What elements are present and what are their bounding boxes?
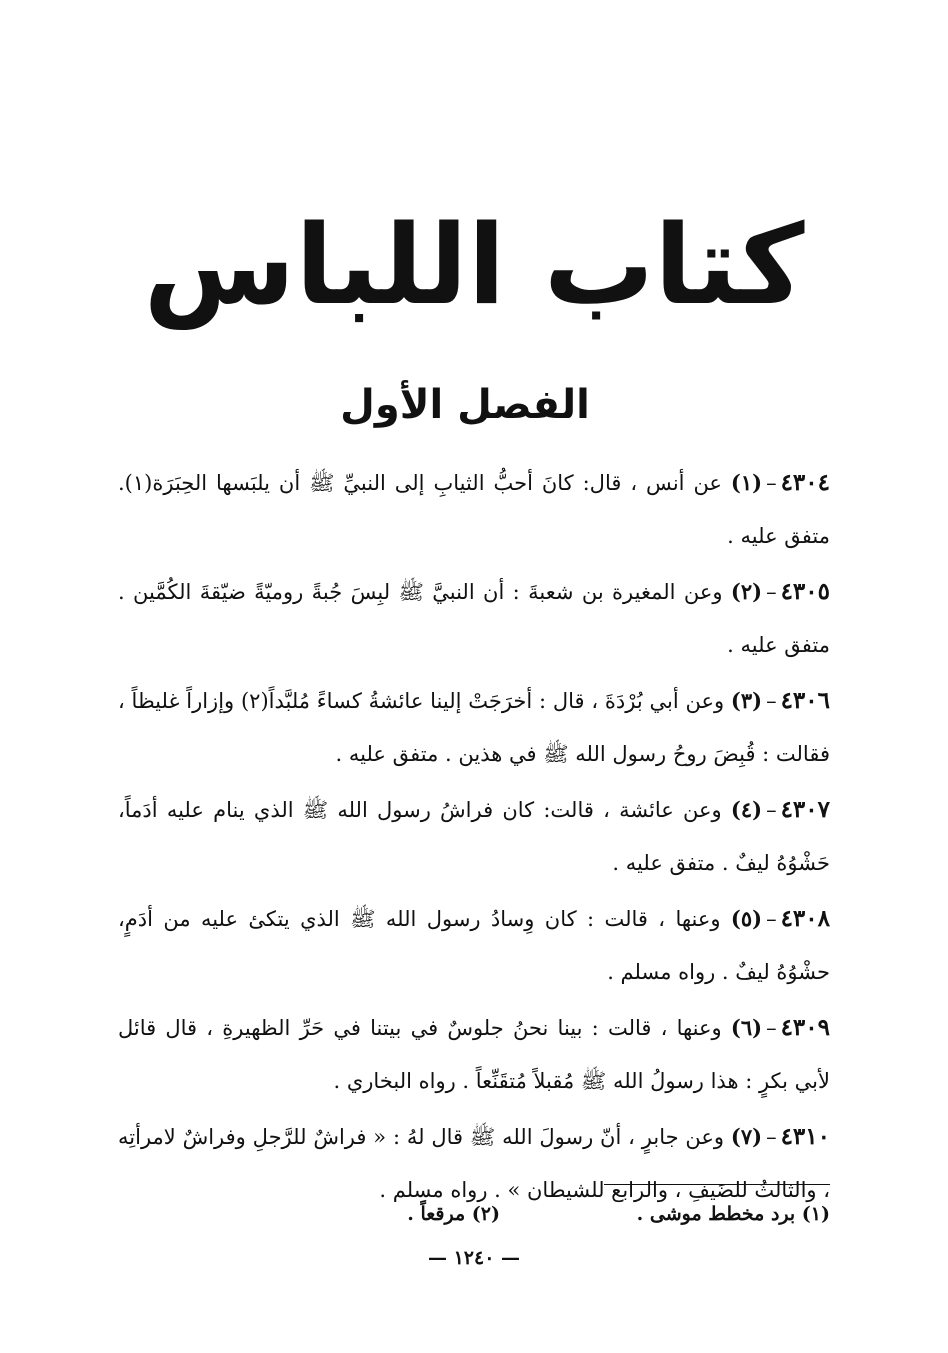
hadith-index: (٤) (730, 797, 763, 822)
hadith-text: وعنها ، قالت : كان وِسادُ رسول الله ﷺ الذي يتكئ عليه من أدَمٍ، حشْوُهُ ليفٌ . رواه مسلم . (118, 907, 830, 984)
page-number: — ١٢٤٠ — (427, 1247, 521, 1269)
hadith-text: وعن جابرٍ ، أنّ رسولَ الله ﷺ قال لهُ : « فراشٌ للرَّجلِ وفراشٌ لامرأتِه ، والثالثُ للضَيفِ ، والرابع للشيطان » . رواه مسلم . (118, 1125, 830, 1202)
hadith-index: (٧) (730, 1124, 763, 1149)
hadith-4308: ٤٣٠٨–(٥) وعنها ، قالت : كان وِسادُ رسول الله ﷺ الذي يتكئ عليه من أدَمٍ، حشْوُهُ ليفٌ . رواه مسلم . (118, 905, 830, 984)
footnote-1: (١) برد مخطط موشى . (636, 1203, 830, 1225)
hadith-index: (٣) (730, 688, 763, 713)
hadith-4306: ٤٣٠٦–(٣) وعن أبي بُرْدَةَ ، قال : أخرَجَتْ إلينا عائشةُ كساءً مُلبَّداً(٢) وإزاراً غليظاً ، فقالت : قُبِضَ روحُ رسول الله ﷺ في هذين . متفق عليه . (118, 687, 830, 766)
hadith-number: ٤٣٠٥ (780, 578, 830, 605)
book-title: كتاب اللباس (143, 201, 805, 329)
hadith-4304: ٤٣٠٤–(١) عن أنس ، قال: كانَ أحبُّ الثيابِ إلى النبيِّ ﷺ أن يلبَسها الحِبَرَة(١). متفق عليه . (118, 469, 830, 548)
hadith-text: وعن المغيرة بن شعبةَ : أن النبيَّ ﷺ لبِسَ جُبةً روميّةً ضيّقةَ الكُمَّين . متفق عليه . (118, 580, 830, 657)
hadith-4310: ٤٣١٠–(٧) وعن جابرٍ ، أنّ رسولَ الله ﷺ قال لهُ : « فراشٌ للرَّجلِ وفراشٌ لامرأتِه ، والثالثُ للضَيفِ ، والرابع للشيطان » . رواه مسلم . (118, 1123, 830, 1202)
hadith-text: وعن أبي بُرْدَةَ ، قال : أخرَجَتْ إلينا عائشةُ كساءً مُلبَّداً(٢) وإزاراً غليظاً ، فقالت : قُبِضَ روحُ رسول الله ﷺ في هذين . متفق عليه . (118, 689, 830, 766)
hadith-index: (٦) (730, 1015, 763, 1040)
hadith-text: عن أنس ، قال: كانَ أحبُّ الثيابِ إلى النبيِّ ﷺ أن يلبَسها الحِبَرَة(١). متفق عليه . (118, 471, 830, 548)
hadith-number: ٤٣٠٦ (780, 687, 830, 714)
hadith-index: (٢) (730, 579, 763, 604)
hadith-4305: ٤٣٠٥–(٢) وعن المغيرة بن شعبةَ : أن النبيَّ ﷺ لبِسَ جُبةً روميّةً ضيّقةَ الكُمَّين . متفق عليه . (118, 578, 830, 657)
hadith-list (118, 456, 830, 1219)
hadith-number: ٤٣٠٨ (780, 905, 830, 932)
footnote-2: (٢) مرقعاً . (407, 1203, 500, 1225)
hadith-number: ٤٣١٠ (780, 1123, 830, 1150)
hadith-number: ٤٣٠٤ (780, 469, 830, 496)
hadith-number: ٤٣٠٩ (780, 1014, 830, 1041)
hadith-index: (٥) (730, 906, 763, 931)
hadith-4309: ٤٣٠٩–(٦) وعنها ، قالت : بينا نحنُ جلوسٌ في بيتنا في حَرِّ الظهيرةِ ، قال قائل لأبي بكرٍ : هذا رسولُ الله ﷺ مُقبلاً مُتقَنِّعاً . رواه البخاري . (118, 1014, 830, 1093)
section-title: الفصل الأول (340, 382, 590, 428)
hadith-text: وعنها ، قالت : بينا نحنُ جلوسٌ في بيتنا في حَرِّ الظهيرةِ ، قال قائل لأبي بكرٍ : هذا رسولُ الله ﷺ مُقبلاً مُتقَنِّعاً . رواه البخاري . (118, 1016, 830, 1093)
footnote-divider (604, 1184, 830, 1185)
hadith-number: ٤٣٠٧ (780, 796, 830, 823)
hadith-index: (١) (730, 470, 763, 495)
hadith-4307: ٤٣٠٧–(٤) وعن عائشة ، قالت: كان فراشُ رسول الله ﷺ الذي ينام عليه أدَماً، حَشْوُهُ ليفٌ . متفق عليه . (118, 796, 830, 875)
hadith-text: وعن عائشة ، قالت: كان فراشُ رسول الله ﷺ الذي ينام عليه أدَماً، حَشْوُهُ ليفٌ . متفق عليه . (118, 798, 830, 875)
